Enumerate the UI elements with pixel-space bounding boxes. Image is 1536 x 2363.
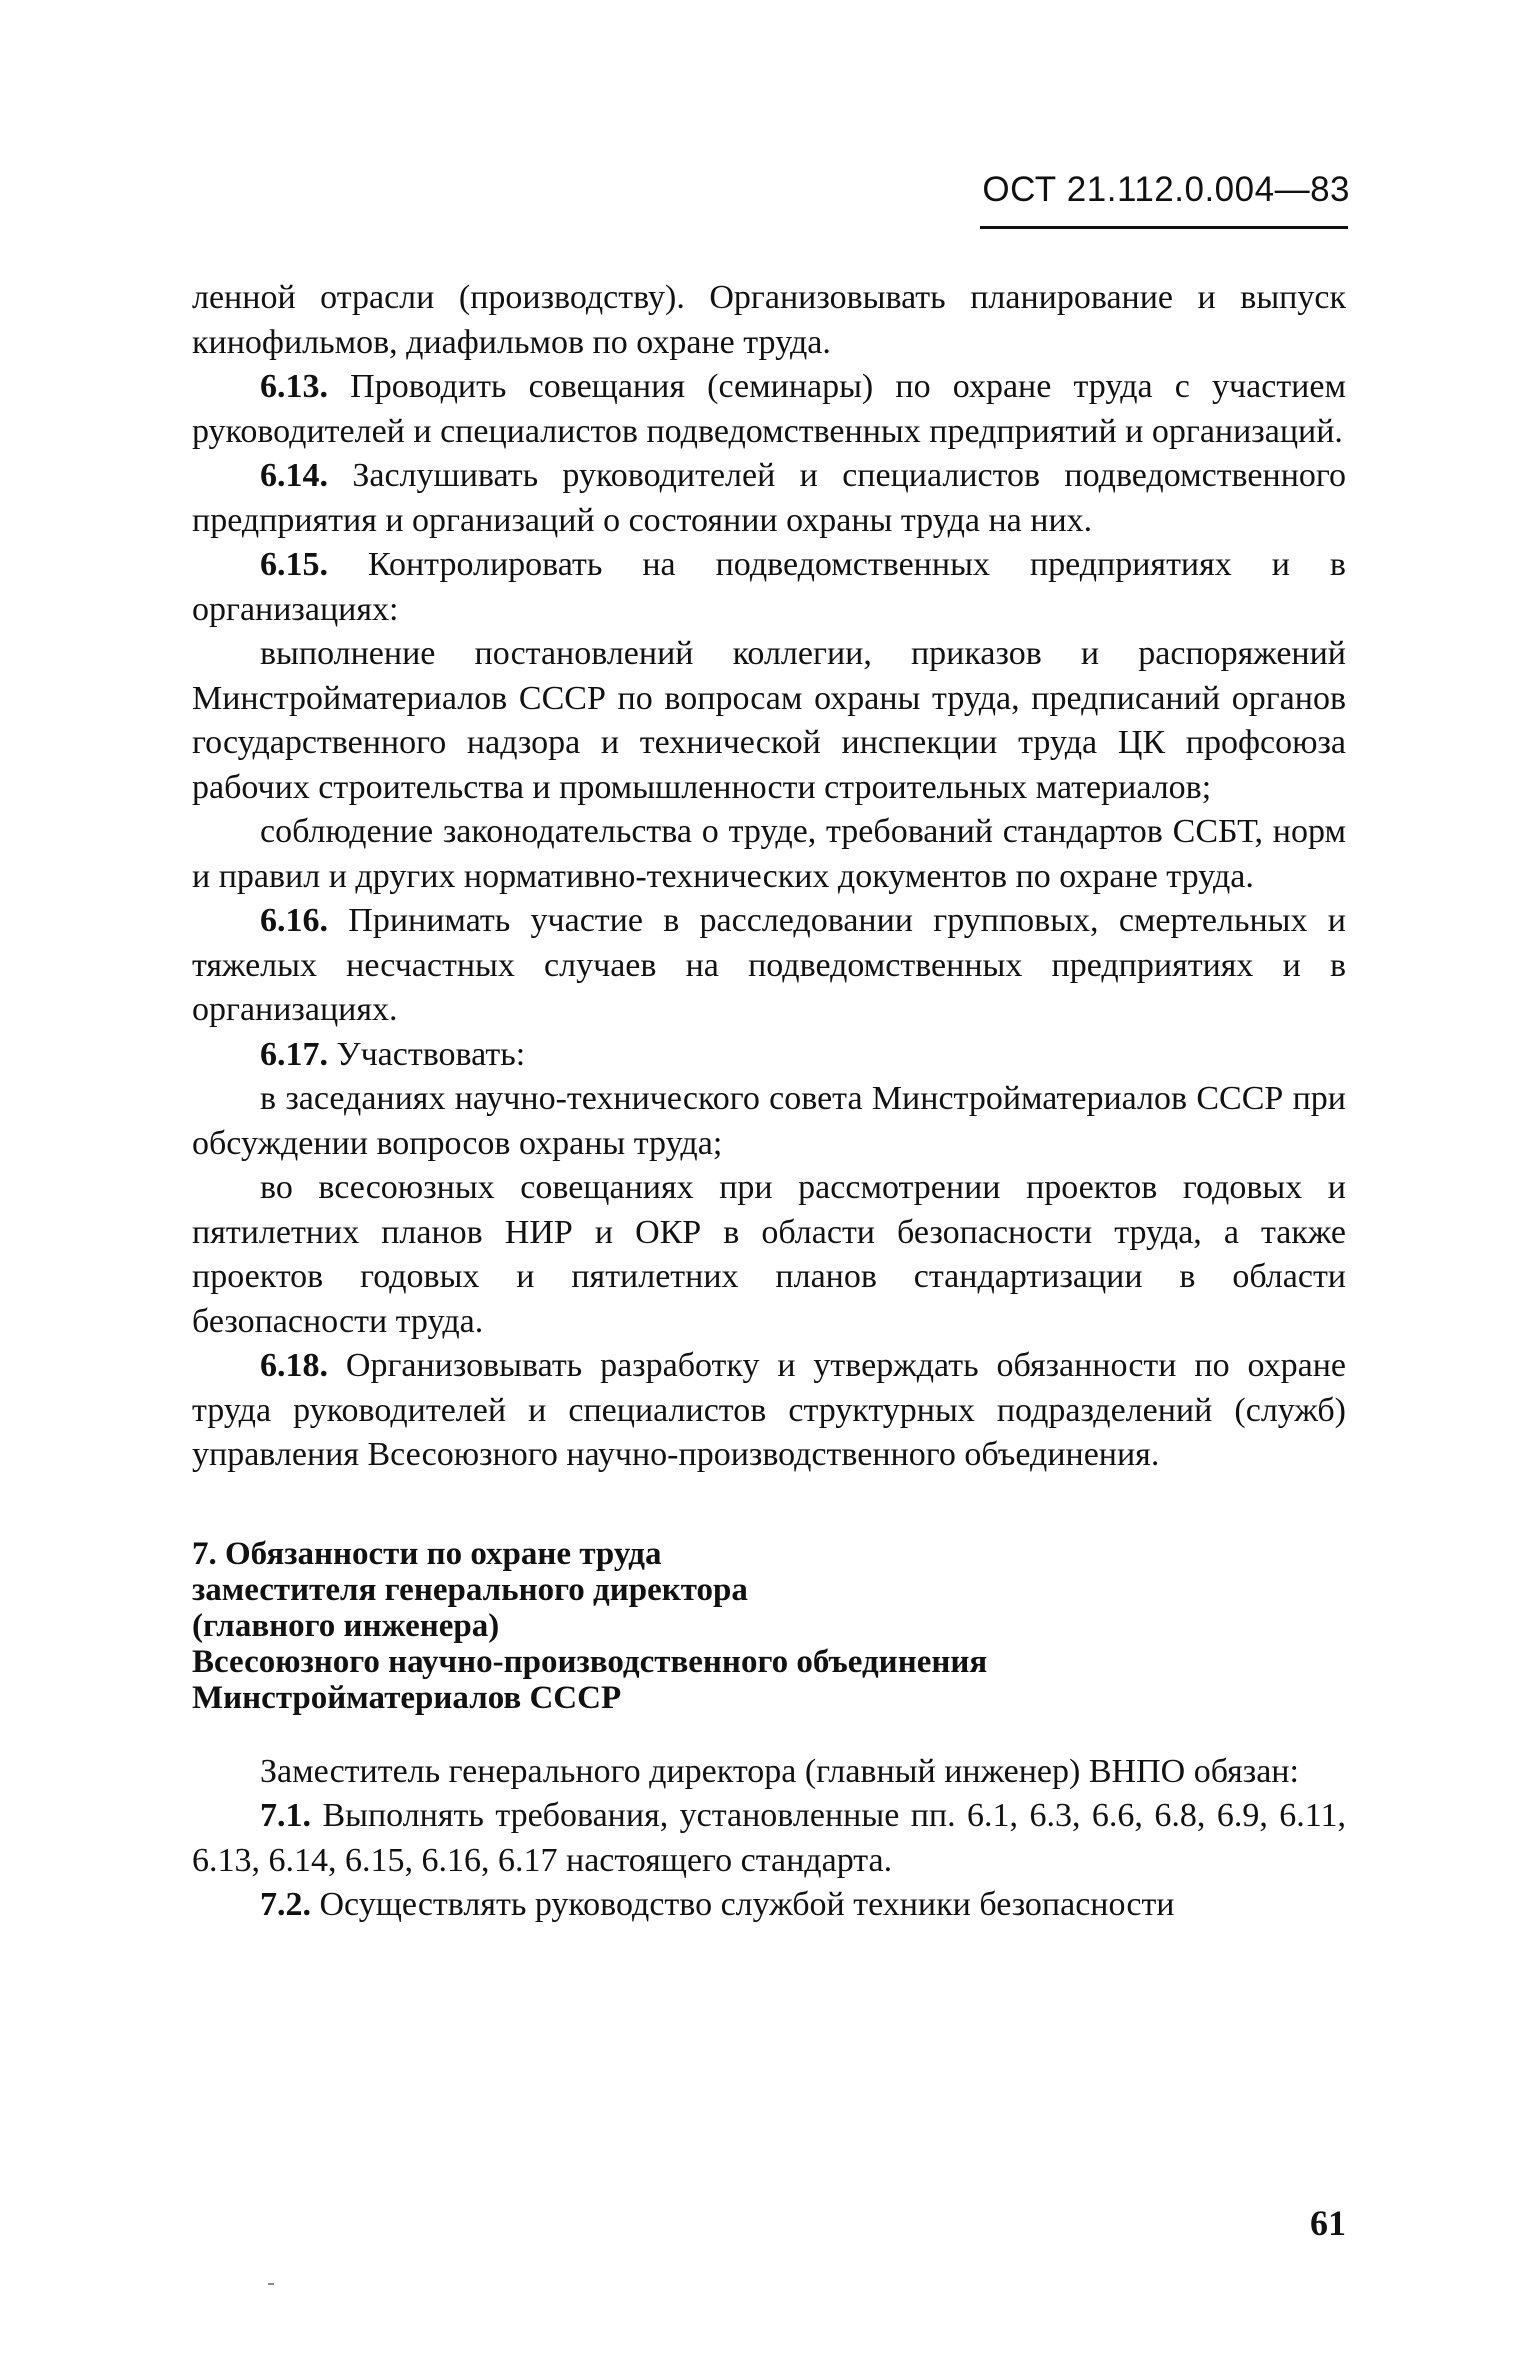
clause-number: 7.1.	[260, 1797, 311, 1834]
page-number: 61	[1310, 2203, 1346, 2243]
clause-text: Организовывать разработку и утверждать обязанности по охране труда руководителей и специалистов структурных подразделений (служб) управления Всесоюзного научно-производственного объединения.	[192, 1347, 1346, 1473]
heading-line: 7. Обязанности по охране труда	[192, 1535, 662, 1572]
heading-line: Всесоюзного научно-производственного объединения	[192, 1643, 988, 1680]
clause-number: 6.14.	[260, 457, 328, 494]
clause-text: Проводить совещания (семинары) по охране труда с участием руководителей и специалистов подведомственных предприятий и организаций.	[192, 368, 1346, 450]
paragraph-text: ленной отрасли (производству). Организовывать планирование и выпуск кинофильмов, диафильмов по охране труда.	[192, 279, 1346, 361]
print-speck	[268, 2283, 274, 2285]
paragraph-text: Заместитель генерального директора (главный инженер) ВНПО обязан:	[260, 1752, 1299, 1790]
clause-6-14	[192, 454, 1346, 543]
clause-text: Осуществлять руководство службой техники безопасности	[311, 1886, 1175, 1923]
clause-text: Контролировать на подведомственных предприятиях и в организациях:	[192, 546, 1346, 628]
heading-line: Минстройматериалов СССР	[192, 1679, 622, 1716]
clause-6-16	[192, 899, 1346, 1033]
paragraph-text: во всесоюзных совещаниях при рассмотрении проектов годовых и пятилетних планов НИР и ОКР в области безопасности труда, а также проектов годовых и пятилетних планов стандартизации в области безопасности труда.	[192, 1169, 1346, 1340]
paragraph-text: выполнение постановлений коллегии, приказов и распоряжений Минстройматериалов СССР по вопросам охраны труда, предписаний органов государственного надзора и технической инспекции труда ЦК профсоюза рабочих строительства и промышленности строительных материалов;	[192, 635, 1346, 806]
heading-line: заместителя генерального директора	[192, 1571, 748, 1608]
clause-number: 6.16.	[260, 902, 328, 939]
clause-text: Выполнять требования, установленные пп. 6.1, 6.3, 6.6, 6.8, 6.9, 6.11, 6.13, 6.14, 6.15, 6.16, 6.17 настоящего стандарта.	[192, 1797, 1346, 1879]
clause-number: 7.2.	[260, 1886, 311, 1923]
header-rule	[980, 226, 1348, 229]
paragraph-text: соблюдение законодательства о труде, требований стандартов ССБТ, норм и правил и других нормативно-технических документов по охране труда.	[192, 813, 1346, 895]
list-item-compliance	[192, 810, 1346, 899]
clause-text: Участвовать:	[328, 1035, 526, 1073]
clause-6-15	[192, 543, 1346, 632]
paragraph-text: в заседаниях научно-технического совета Минстройматериалов СССР при обсуждении вопросов охраны труда;	[192, 1080, 1346, 1162]
clause-7-1	[192, 1794, 1346, 1883]
clause-number: 6.18.	[260, 1347, 328, 1384]
list-item-meetings	[192, 1166, 1346, 1344]
clause-text: Принимать участие в расследовании групповых, смертельных и тяжелых несчастных случаев на подведомственных предприятиях и в организациях.	[192, 902, 1346, 1028]
standard-code-header: ОСТ 21.112.0.004—83	[982, 170, 1350, 209]
clause-6-17	[192, 1033, 1346, 1078]
clause-number: 6.15.	[260, 546, 328, 583]
paragraph-continuation	[192, 276, 1346, 365]
clause-text: Заслушивать руководителей и специалистов подведомственного предприятия и организаций о состоянии охраны труда на них.	[192, 457, 1346, 539]
section-7-heading	[192, 1536, 1346, 1716]
list-item-council	[192, 1077, 1346, 1166]
clause-6-18	[192, 1344, 1346, 1478]
clause-number: 6.13.	[260, 368, 328, 405]
section-intro	[192, 1750, 1346, 1795]
list-item-execution	[192, 632, 1346, 810]
clause-7-2	[192, 1883, 1346, 1928]
heading-line: (главного инженера)	[192, 1607, 500, 1644]
clause-6-13	[192, 365, 1346, 454]
body-text	[192, 276, 1346, 1928]
clause-number: 6.17.	[260, 1035, 328, 1073]
